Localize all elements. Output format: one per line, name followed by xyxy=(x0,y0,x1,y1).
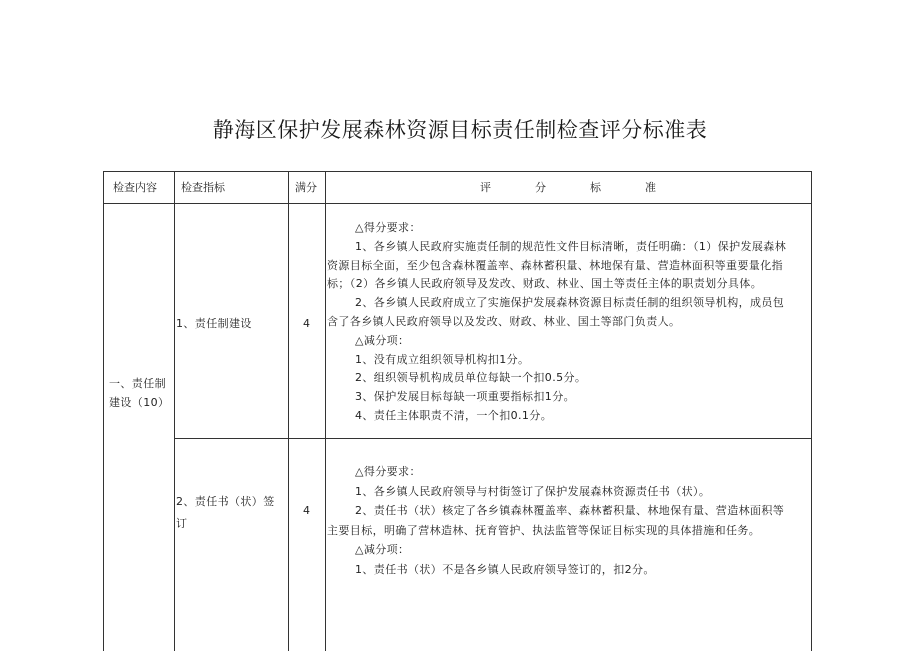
criteria-line: 主要目标，明确了营林造林、抚育管护、执法监管等保证目标实现的具体措施和任务。 xyxy=(327,523,761,537)
table-border-top xyxy=(103,171,812,172)
criteria-line: 2、各乡镇人民政府成立了实施保护发展森林资源目标责任制的组织领导机构，成员包 xyxy=(355,296,785,310)
row-divider xyxy=(174,438,812,439)
criteria-line: △减分项： xyxy=(355,543,410,557)
criteria-line: 2、组织领导机构成员单位每缺一个扣0.5分。 xyxy=(355,371,587,385)
table-border-left xyxy=(103,171,104,651)
row-2-indicator-line-1: 2、责任书（状）签 xyxy=(176,495,275,508)
header-score: 满分 xyxy=(295,181,317,194)
page-title: 静海区保护发展森林资源目标责任制检查评分标准表 xyxy=(212,118,708,142)
criteria-line: 4、责任主体职责不清，一个扣0.1分。 xyxy=(355,408,553,422)
row-1-criteria xyxy=(327,219,811,426)
row-2-indicator-line-2: 订 xyxy=(176,517,188,530)
table-border-right xyxy=(811,171,812,651)
category-label xyxy=(109,374,173,412)
criteria-line: 2、责任书（状）核定了各乡镇森林覆盖率、森林蓄积量、林地保有量、营造林面积等 xyxy=(355,504,785,518)
category-line-2: 建设（10） xyxy=(109,396,170,409)
criteria-line: 1、责任书（状）不是各乡镇人民政府领导签订的，扣2分。 xyxy=(355,562,655,576)
row-2-indicator xyxy=(176,491,288,535)
row-2-criteria xyxy=(327,462,811,580)
criteria-line: 3、保护发展目标每缺一项重要指标扣1分。 xyxy=(355,390,575,404)
criteria-line: △得分要求： xyxy=(355,221,421,234)
criteria-line: 资源目标全面，至少包含森林覆盖率、森林蓄积量、林地保有量、营造林面积等重要量化指 xyxy=(327,258,783,272)
row-1-indicator: 1、责任制建设 xyxy=(176,317,252,330)
criteria-line: 标；（2）各乡镇人民政府领导及发改、财政、林业、国土等责任主体的职责划分具体。 xyxy=(327,277,763,291)
criteria-line: 1、各乡镇人民政府领导与村街签订了保护发展森林资源责任书（状）。 xyxy=(355,484,711,498)
criteria-line: 1、各乡镇人民政府实施责任制的规范性文件目标清晰，责任明确：（1）保护发展森林 xyxy=(355,239,787,253)
score-table xyxy=(103,171,812,651)
header-criteria: 评 分 标 准 xyxy=(480,181,656,194)
criteria-line: △得分要求： xyxy=(355,465,421,478)
header-indicator: 检查指标 xyxy=(181,181,225,194)
category-line-1: 一、责任制 xyxy=(109,377,166,390)
row-1-score: 4 xyxy=(303,317,310,330)
criteria-line: △减分项： xyxy=(355,333,410,347)
criteria-line: 含了各乡镇人民政府领导以及发改、财政、林业、国土等部门负责人。 xyxy=(327,314,681,328)
column-divider-2 xyxy=(288,171,289,651)
header-content: 检查内容 xyxy=(113,181,157,194)
header-divider xyxy=(103,203,812,204)
column-divider-1 xyxy=(174,171,175,651)
column-divider-3 xyxy=(325,171,326,651)
row-2-score: 4 xyxy=(303,504,310,517)
criteria-line: 1、没有成立组织领导机构扣1分。 xyxy=(355,352,530,366)
